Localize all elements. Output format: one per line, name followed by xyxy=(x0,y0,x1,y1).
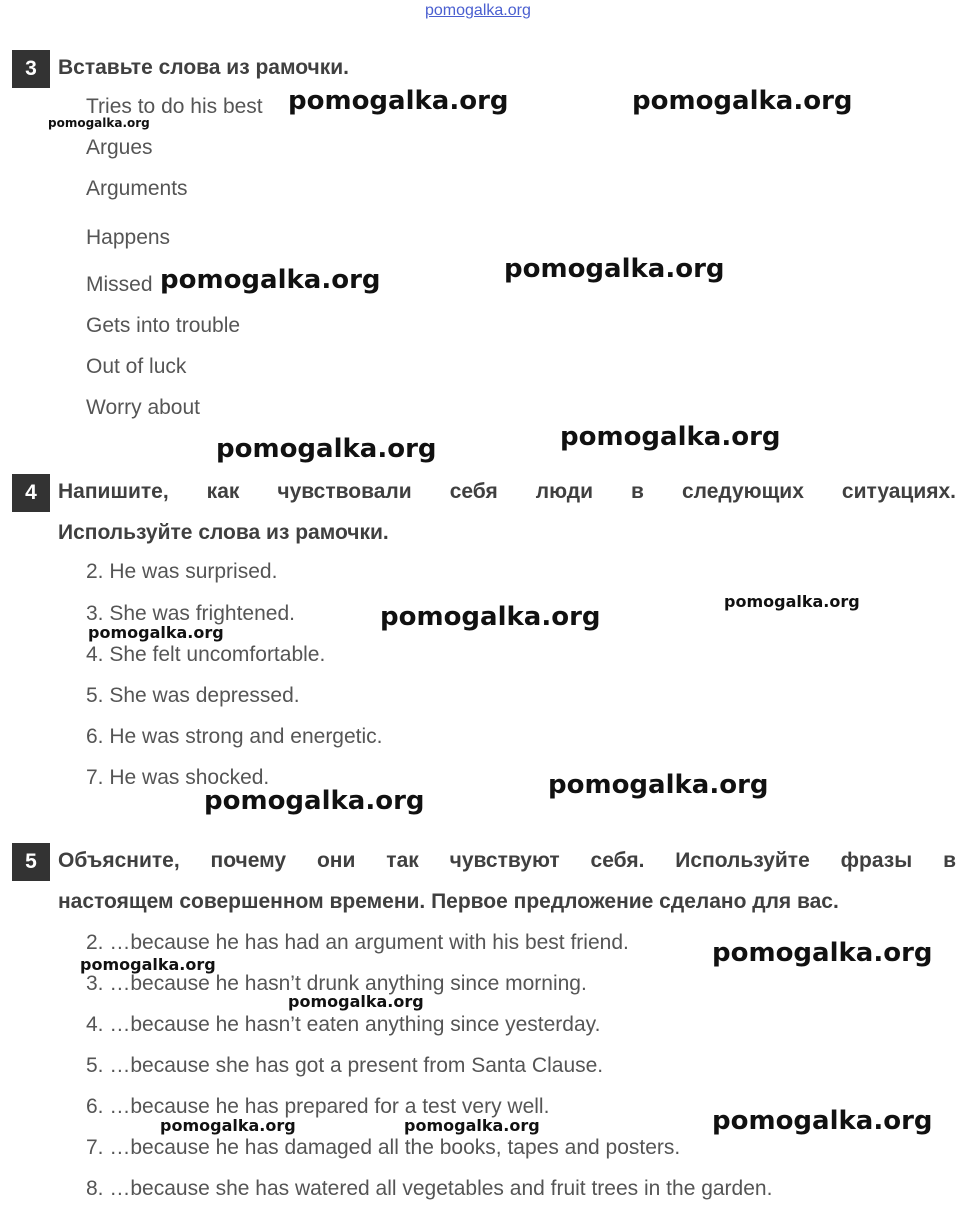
task-4-heading-line-2: Используйте слова из рамочки. xyxy=(58,521,389,544)
task-5-heading-line-2: настоящем совершенном времени. Первое предложение сделано для вас. xyxy=(58,890,839,913)
watermark: pomogalka.org xyxy=(204,786,425,816)
task-number-5: 5 xyxy=(12,843,50,881)
task-3-item: Out of luck xyxy=(86,355,187,378)
task-3-item: Tries to do his best xyxy=(86,95,263,118)
task-5-item: 4. …because he hasn’t eaten anything since yesterday. xyxy=(86,1013,601,1036)
watermark: pomogalka.org xyxy=(724,592,860,611)
watermark: pomogalka.org xyxy=(632,86,853,116)
task-4-heading-line-1: Напишите, как чувствовали себя люди в следующих ситуациях. xyxy=(58,480,956,503)
watermark: pomogalka.org xyxy=(48,116,150,130)
watermark: pomogalka.org xyxy=(80,955,216,974)
watermark: pomogalka.org xyxy=(216,434,437,464)
task-4-item: 4. She felt uncomfortable. xyxy=(86,643,326,666)
task-4-item: 7. He was shocked. xyxy=(86,766,270,789)
task-5-item: 7. …because he has damaged all the books, tapes and posters. xyxy=(86,1136,681,1159)
task-4-item: 2. He was surprised. xyxy=(86,560,278,583)
watermark: pomogalka.org xyxy=(504,254,725,284)
task-4-item: 6. He was strong and energetic. xyxy=(86,725,383,748)
watermark: pomogalka.org xyxy=(404,1116,540,1135)
task-3-item: Happens xyxy=(86,226,171,249)
task-5-item: 5. …because she has got a present from Santa Clause. xyxy=(86,1054,604,1077)
watermark: pomogalka.org xyxy=(712,1106,933,1136)
task-5-item: 8. …because she has watered all vegetables and fruit trees in the garden. xyxy=(86,1177,773,1200)
task-number-3: 3 xyxy=(12,50,50,88)
watermark: pomogalka.org xyxy=(160,1116,296,1135)
task-3-item: Arguments xyxy=(86,177,188,200)
site-link[interactable]: pomogalka.org xyxy=(425,2,531,19)
task-5-item: 6. …because he has prepared for a test very well. xyxy=(86,1095,550,1118)
task-5-item: 2. …because he has had an argument with his best friend. xyxy=(86,931,629,954)
task-3-item: Missed xyxy=(86,273,153,296)
watermark: pomogalka.org xyxy=(560,422,781,452)
task-4-item: 5. She was depressed. xyxy=(86,684,300,707)
watermark: pomogalka.org xyxy=(380,602,601,632)
task-4-item: 3. She was frightened. xyxy=(86,602,295,625)
task-3-item: Worry about xyxy=(86,396,200,419)
watermark: pomogalka.org xyxy=(548,770,769,800)
task-3-item: Argues xyxy=(86,136,153,159)
task-3-item: Gets into trouble xyxy=(86,314,241,337)
task-5-item: 3. …because he hasn’t drunk anything since morning. xyxy=(86,972,587,995)
task-5-heading-line-1: Объясните, почему они так чувствуют себя. Используйте фразы в xyxy=(58,849,956,872)
watermark: pomogalka.org xyxy=(288,86,509,116)
watermark: pomogalka.org xyxy=(288,992,424,1011)
watermark: pomogalka.org xyxy=(712,938,933,968)
watermark: pomogalka.org xyxy=(88,623,224,642)
watermark: pomogalka.org xyxy=(160,265,381,295)
task-number-4: 4 xyxy=(12,474,50,512)
task-3-heading: Вставьте слова из рамочки. xyxy=(58,56,349,79)
